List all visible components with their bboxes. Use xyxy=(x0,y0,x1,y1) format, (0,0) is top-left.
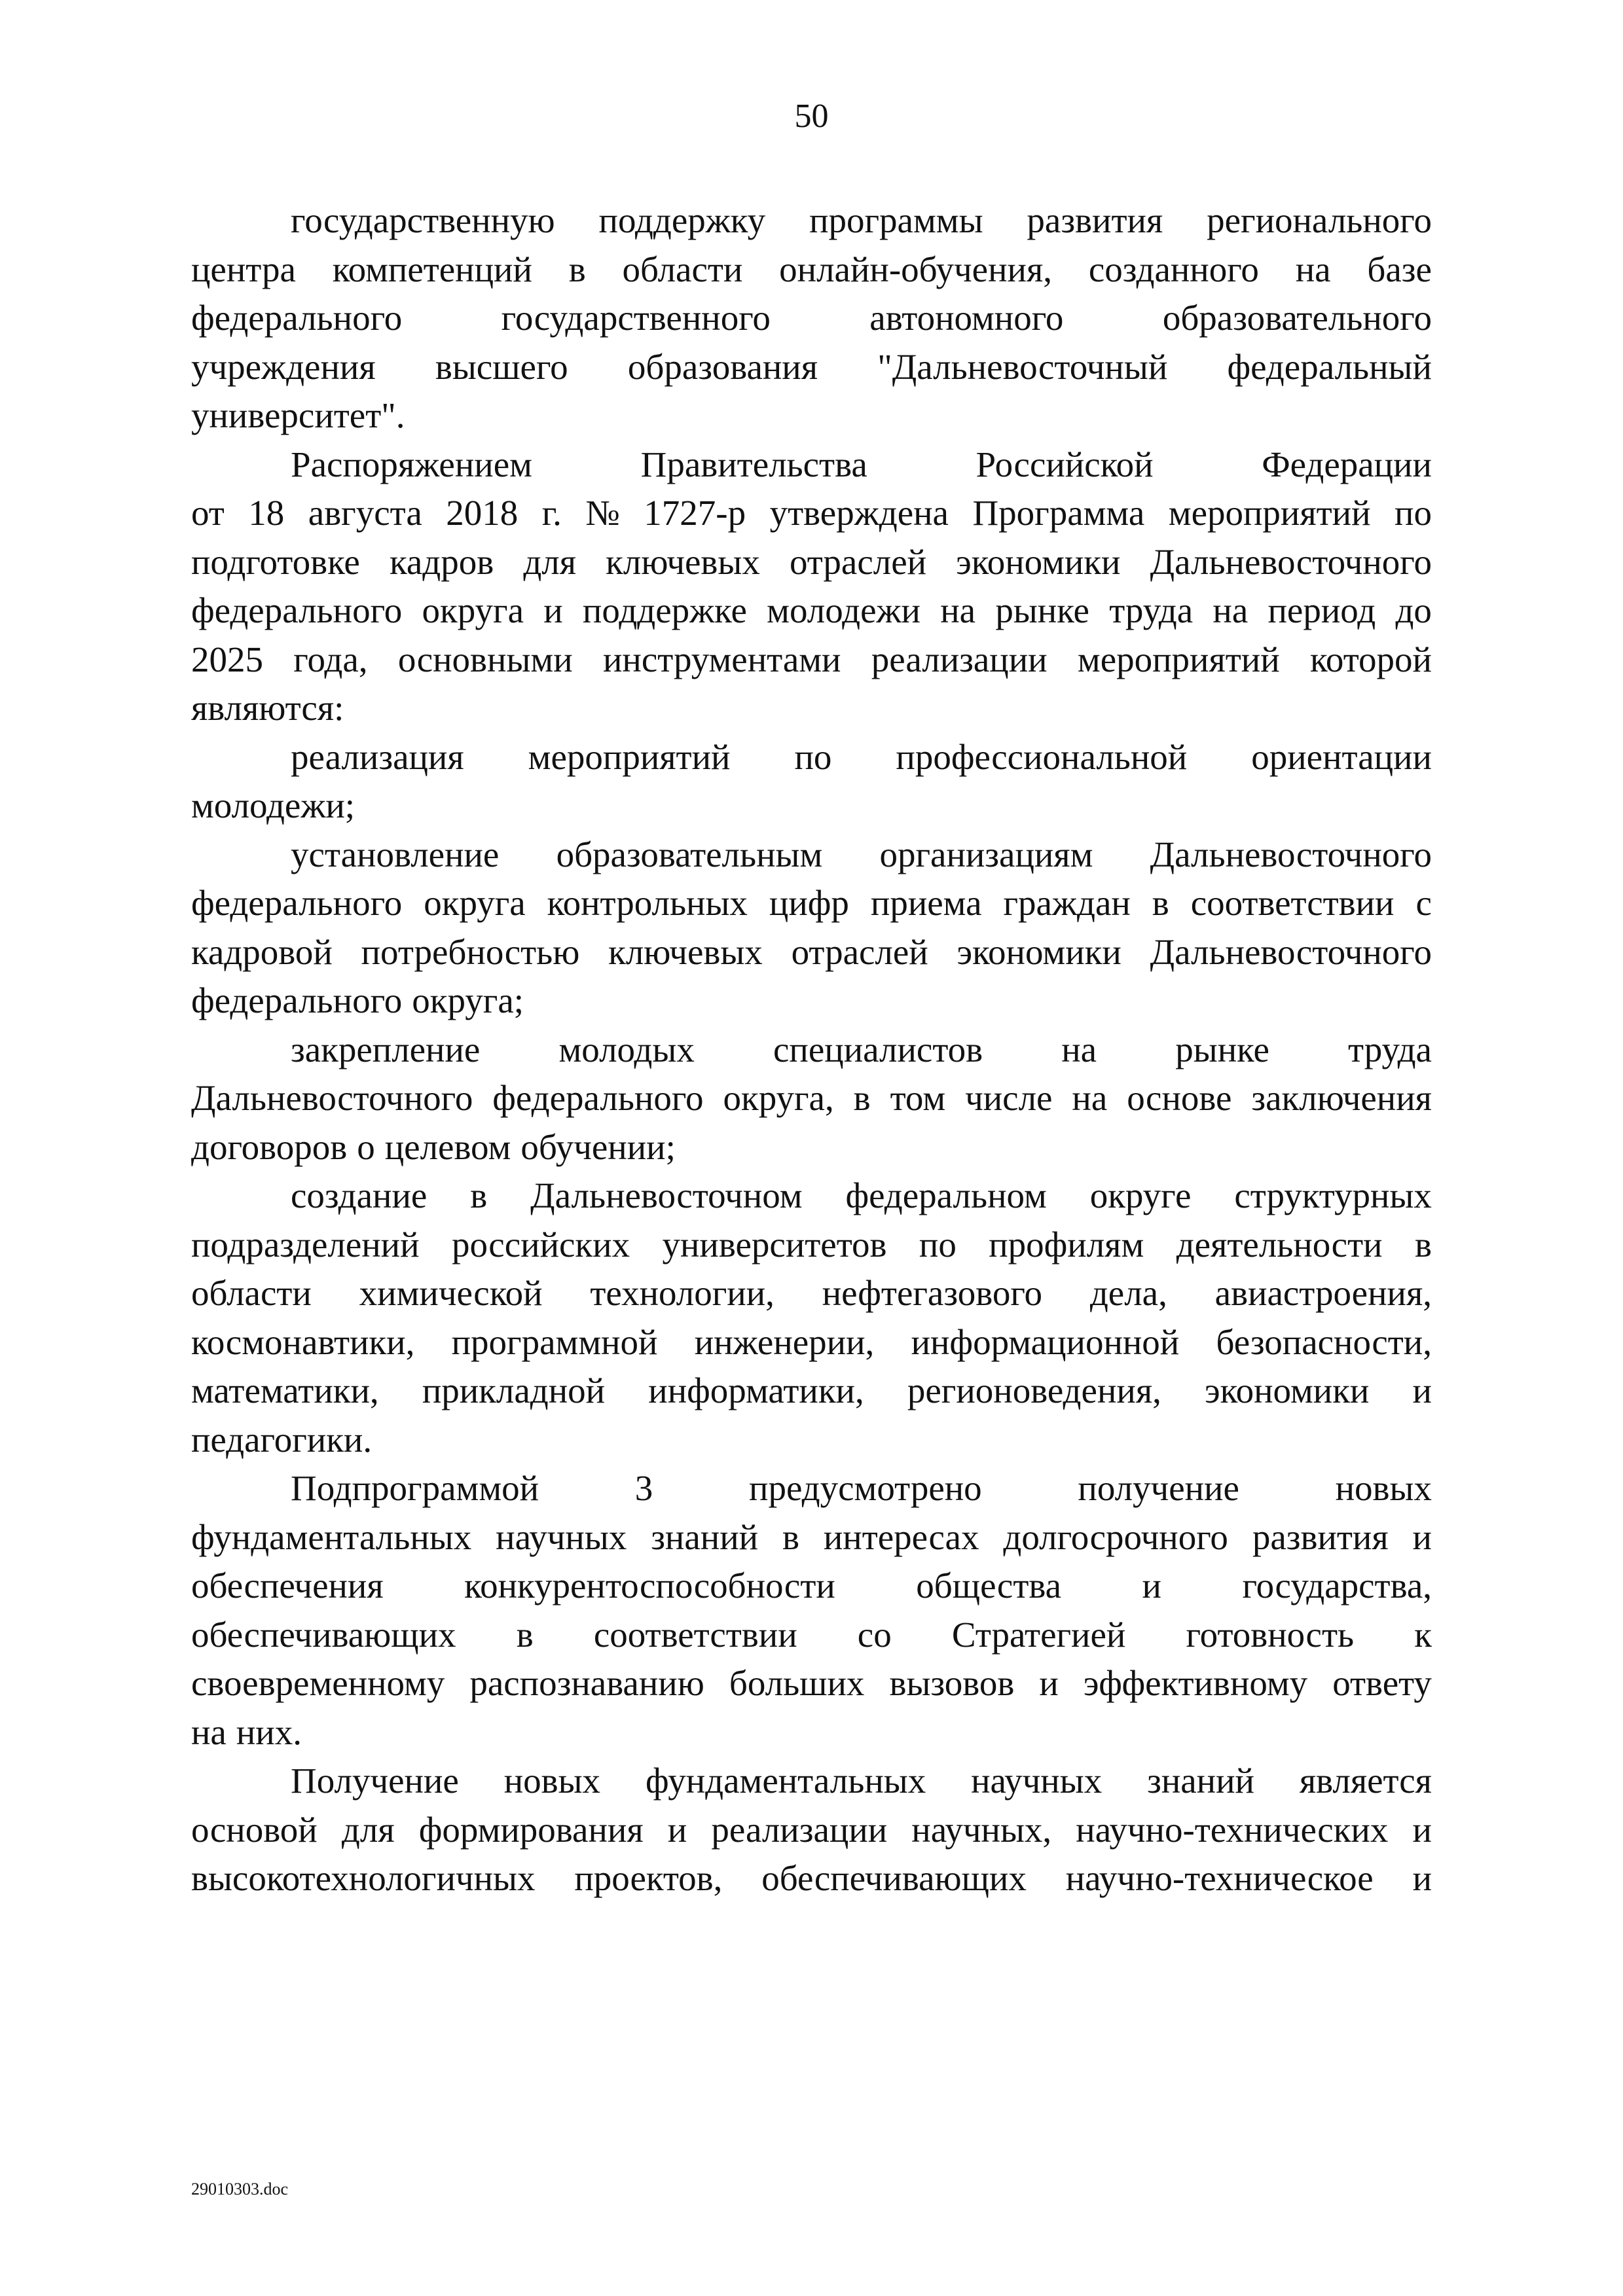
text-line: закрепление молодых специалистов на рынке труда xyxy=(291,1029,1432,1069)
paragraph xyxy=(191,733,1432,831)
document-body xyxy=(191,196,1432,1903)
text-line: 2025 года, основными инструментами реализации мероприятий которой xyxy=(191,639,1432,679)
paragraph xyxy=(191,440,1432,733)
text-line: договоров о целевом обучении; xyxy=(191,1126,676,1167)
paragraph xyxy=(191,831,1432,1026)
text-line: федерального государственного автономного образовательного xyxy=(191,298,1432,338)
text-line: математики, прикладной информатики, регионоведения, экономики и xyxy=(191,1371,1432,1410)
text-line: создание в Дальневосточном федеральном округе структурных xyxy=(291,1175,1432,1215)
text-line: от 18 августа 2018 г. № 1727-р утверждена Программа мероприятий по xyxy=(191,493,1432,533)
text-line: являются: xyxy=(191,688,344,728)
text-line: космонавтики, программной инженерии, информационной безопасности, xyxy=(191,1321,1432,1362)
text-line: Дальневосточного федерального округа, в том числе на основе заключения xyxy=(191,1078,1432,1118)
paragraph xyxy=(191,1026,1432,1172)
text-line: области химической технологии, нефтегазового дела, авиастроения, xyxy=(191,1273,1432,1313)
paragraph xyxy=(191,1464,1432,1757)
text-line: Подпрограммой 3 предусмотрено получение новых xyxy=(291,1468,1432,1508)
text-line: Распоряжением Правительства Российской Федерации xyxy=(291,444,1432,484)
paragraph xyxy=(191,196,1432,440)
text-line: высокотехнологичных проектов, обеспечивающих научно-техническое и xyxy=(191,1858,1432,1898)
text-line: педагогики. xyxy=(191,1419,373,1460)
paragraph xyxy=(191,1172,1432,1464)
paragraph xyxy=(191,1757,1432,1903)
text-line: федерального округа контрольных цифр приема граждан в соответствии с xyxy=(191,883,1432,923)
text-line: центра компетенций в области онлайн-обучения, созданного на базе xyxy=(191,249,1432,289)
text-line: основой для формирования и реализации научных, научно-технических и xyxy=(191,1809,1432,1850)
text-line: на них. xyxy=(191,1712,302,1752)
text-line: своевременному распознаванию больших вызовов и эффективному ответу xyxy=(191,1663,1432,1703)
file-name-footer: 29010303.doc xyxy=(191,2179,289,2198)
text-line: учреждения высшего образования "Дальневосточный федеральный xyxy=(191,346,1432,387)
text-line: реализация мероприятий по профессиональной ориентации xyxy=(291,736,1432,777)
text-line: университет". xyxy=(191,395,405,435)
text-line: молодежи; xyxy=(191,785,356,825)
text-line: федерального округа и поддержке молодежи на рынке труда на период до xyxy=(191,590,1432,630)
page-number: 50 xyxy=(794,98,829,135)
text-line: подразделений российских университетов по профилям деятельности в xyxy=(191,1224,1432,1265)
text-line: фундаментальных научных знаний в интересах долгосрочного развития и xyxy=(191,1516,1432,1557)
text-line: установление образовательным организациям Дальневосточного xyxy=(291,834,1432,874)
text-line: обеспечивающих в соответствии со Стратегией готовность к xyxy=(191,1614,1432,1655)
text-line: федерального округа; xyxy=(191,980,524,1020)
text-line: подготовке кадров для ключевых отраслей экономики Дальневосточного xyxy=(191,541,1432,582)
text-line: Получение новых фундаментальных научных знаний является xyxy=(291,1761,1432,1801)
text-line: кадровой потребностью ключевых отраслей экономики Дальневосточного xyxy=(191,931,1432,972)
text-line: обеспечения конкурентоспособности общества и государства, xyxy=(191,1566,1432,1605)
text-line: государственную поддержку программы развития регионального xyxy=(291,200,1432,240)
